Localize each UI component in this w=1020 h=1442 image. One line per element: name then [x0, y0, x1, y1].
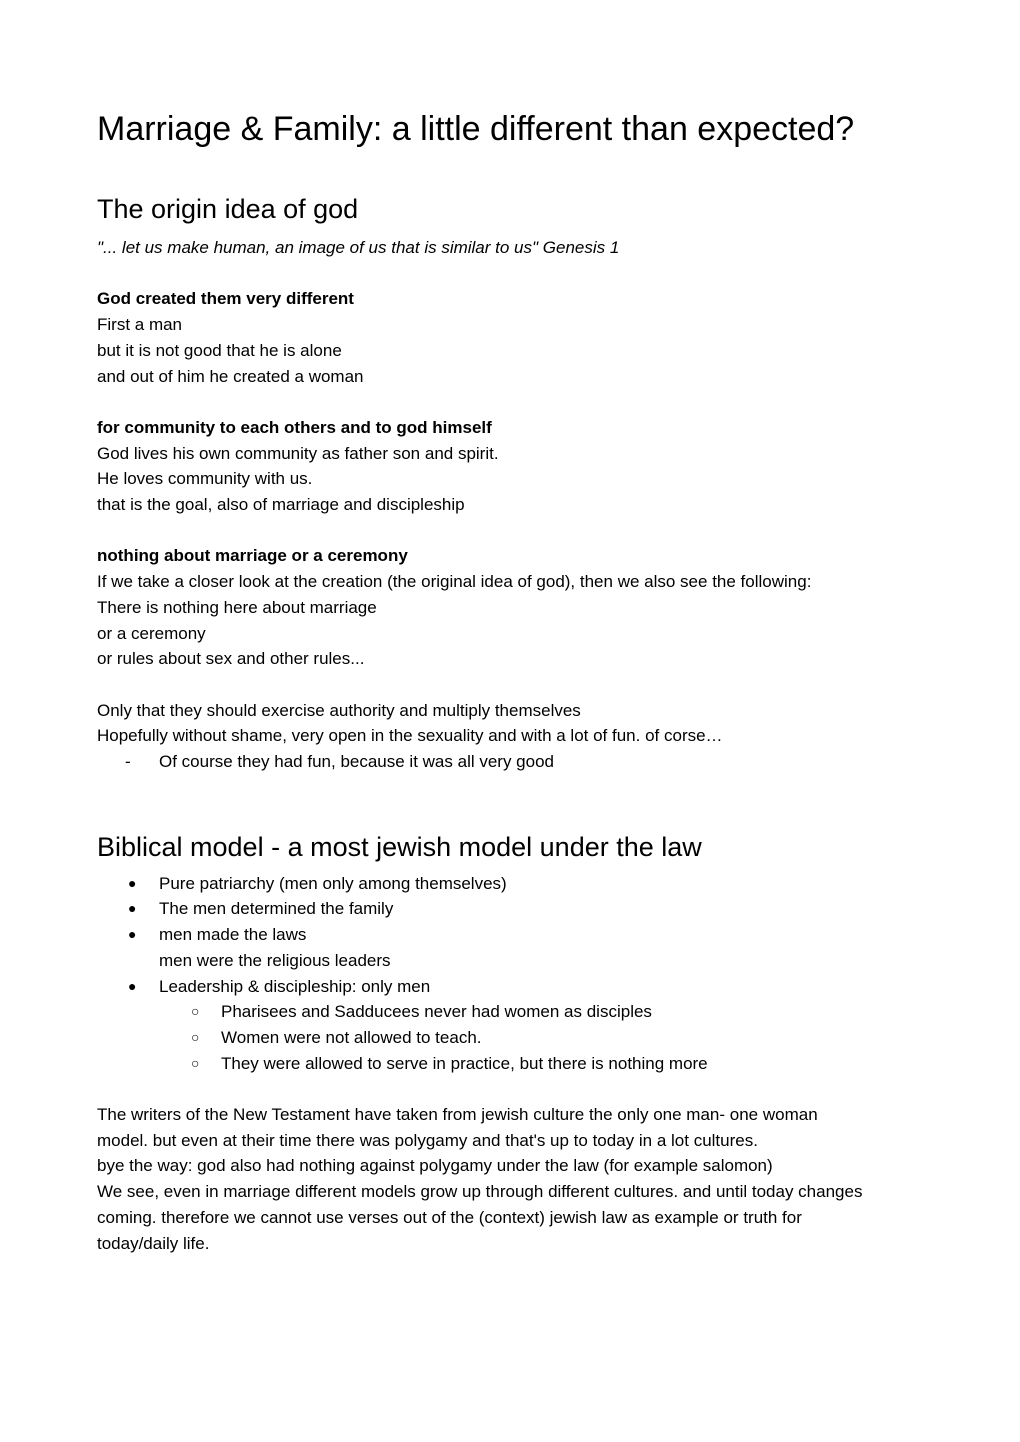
bullet-text: men made the laws — [159, 925, 307, 945]
bullet-text: The men determined the family — [159, 899, 394, 919]
text-line: or a ceremony — [97, 623, 206, 643]
section-heading-biblical-model: Biblical model - a most jewish model under the law — [97, 831, 702, 862]
text-line: If we take a closer look at the creation (the original idea of god), then we also see the following: — [97, 572, 812, 592]
text-line: First a man — [97, 315, 183, 335]
sub-bullet-list-item — [97, 1025, 957, 1051]
subheading-created-different: God created them very different — [97, 289, 354, 309]
bullet-list-item — [97, 922, 957, 948]
document-title: Marriage & Family: a little different than expected? — [97, 110, 855, 148]
bullet-marker: ● — [128, 977, 137, 994]
sub-bullet-text: Women were not allowed to teach. — [221, 1027, 482, 1047]
sub-bullet-list-item — [97, 1051, 957, 1077]
bullet-text: men were the religious leaders — [159, 950, 391, 970]
dash-list-item — [97, 749, 957, 775]
dash-item-text: Of course they had fun, because it was all very good — [159, 752, 555, 771]
bullet-list-item — [97, 896, 957, 922]
sub-bullet-marker: ○ — [191, 1054, 200, 1071]
bullet-list-item — [97, 974, 957, 1000]
text-line: He loves community with us. — [97, 469, 313, 489]
text-line: and out of him he created a woman — [97, 366, 364, 386]
text-line: or rules about sex and other rules... — [97, 649, 365, 669]
text-line: There is nothing here about marriage — [97, 597, 377, 617]
paragraph-line: today/daily life. — [97, 1233, 210, 1253]
text-line: but it is not good that he is alone — [97, 340, 342, 360]
sub-bullet-text: Pharisees and Sadducees never had women as disciples — [221, 1002, 652, 1022]
text-line: Hopefully without shame, very open in the sexuality and with a lot of fun. of corse… — [97, 726, 723, 746]
sub-bullet-list-item — [97, 999, 957, 1025]
section-heading-origin: The origin idea of god — [97, 194, 359, 224]
bullet-text: Pure patriarchy (men only among themselves) — [159, 873, 507, 893]
bullet-text: Leadership & discipleship: only men — [159, 976, 431, 996]
paragraph-line: We see, even in marriage different models grow up through different cultures. and until today changes — [97, 1182, 863, 1202]
genesis-quote: "... let us make human, an image of us that is similar to us" Genesis 1 — [97, 238, 620, 257]
dash-marker: - — [125, 752, 131, 771]
text-line: that is the goal, also of marriage and discipleship — [97, 495, 465, 514]
subheading-community: for community to each others and to god himself — [97, 417, 492, 437]
subheading-no-ceremony: nothing about marriage or a ceremony — [97, 546, 408, 566]
closing-paragraph — [97, 1102, 957, 1256]
text-line: Only that they should exercise authority and multiply themselves — [97, 700, 581, 720]
paragraph-line: model. but even at their time there was polygamy and that's up to today in a lot cultures. — [97, 1130, 758, 1150]
bullet-continuation — [97, 948, 957, 974]
sub-bullet-text: They were allowed to serve in practice, but there is nothing more — [221, 1053, 708, 1073]
paragraph-line: The writers of the New Testament have taken from jewish culture the only one man- one woman — [97, 1105, 818, 1125]
bullet-marker: ● — [128, 874, 137, 891]
paragraph-line: coming. therefore we cannot use verses out of the (context) jewish law as example or truth for — [97, 1207, 802, 1227]
paragraph-line: bye the way: god also had nothing against polygamy under the law (for example salomon) — [97, 1156, 773, 1176]
sub-bullet-marker: ○ — [191, 1003, 200, 1020]
bullet-marker: ● — [128, 900, 137, 917]
bullet-list-item — [97, 871, 957, 897]
document-content — [97, 104, 957, 1256]
bullet-marker: ● — [128, 926, 137, 943]
text-line: God lives his own community as father son and spirit. — [97, 443, 499, 463]
sub-bullet-marker: ○ — [191, 1028, 200, 1045]
